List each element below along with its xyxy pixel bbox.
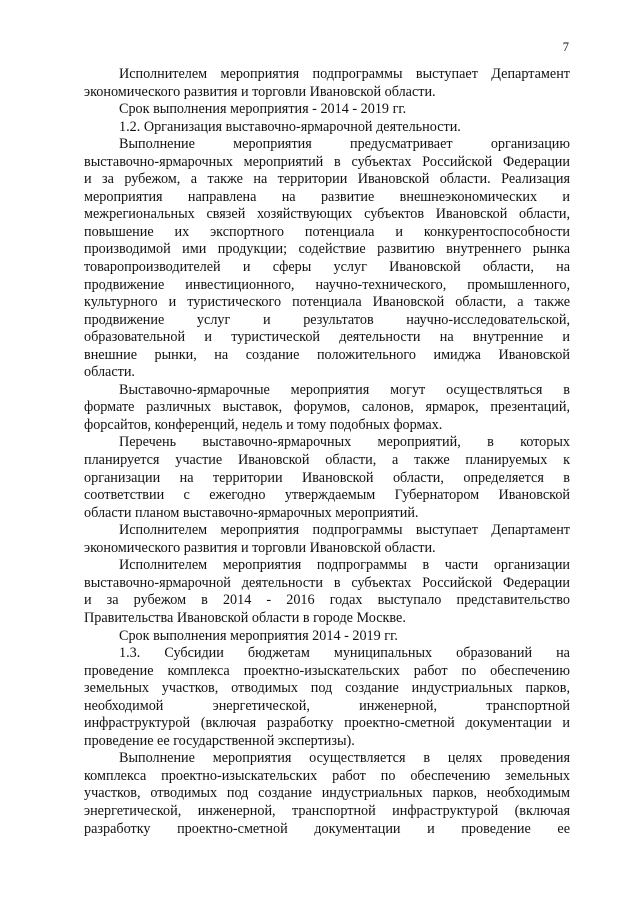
text-line: проведение комплекса проектно-изыскательских работ по обеспечению bbox=[84, 662, 570, 679]
text-line: мероприятия направлена на развитие внешнеэкономических и bbox=[84, 188, 570, 205]
text-line: земельных участков, отводимых под создание индустриальных парков, bbox=[84, 680, 570, 697]
text-line: области. bbox=[84, 364, 135, 381]
text-line: внешние рынки, на создание положительного имиджа Ивановской bbox=[84, 346, 570, 363]
text-line: экономического развития и торговли Ивановской области. bbox=[84, 83, 436, 100]
text-line: проведение ее государственной экспертизы). bbox=[84, 732, 355, 749]
text-line: энергетической, инженерной, транспортной инфраструктурой (включая bbox=[84, 802, 570, 819]
text-line: и за рубежом, а также на территории Ивановской области. Реализация bbox=[84, 171, 570, 188]
text-line: межрегиональных связей хозяйствующих субъектов Ивановской области, bbox=[84, 206, 570, 223]
text-line: и за рубежом в 2014 - 2016 годах выступало представительство bbox=[84, 592, 570, 609]
text-line: экономического развития и торговли Ивановской области. bbox=[84, 539, 436, 556]
text-line: 1.3. Субсидии бюджетам муниципальных образований на bbox=[119, 645, 570, 662]
text-line: Выполнение мероприятия предусматривает организацию bbox=[119, 136, 570, 153]
text-line: Правительства Ивановской области в городе Москве. bbox=[84, 609, 406, 626]
text-line: Исполнителем мероприятия подпрограммы выступает Департамент bbox=[119, 522, 570, 539]
text-line: образовательной и туристической деятельности на внутренние и bbox=[84, 329, 570, 346]
text-line: Исполнителем мероприятия подпрограммы в части организации bbox=[119, 557, 570, 574]
text-line: организации на территории Ивановской области, определяется в bbox=[84, 469, 570, 486]
text-line: Выполнение мероприятия осуществляется в целях проведения bbox=[119, 750, 570, 767]
text-line: формате различных выставок, форумов, салонов, ярмарок, презентаций, bbox=[84, 399, 570, 416]
text-line: инфраструктурой (включая разработку проектно-сметной документации и bbox=[84, 715, 570, 732]
text-line: области планом выставочно-ярмарочных мероприятий. bbox=[84, 504, 419, 521]
text-line: Выставочно-ярмарочные мероприятия могут осуществляться в bbox=[119, 381, 570, 398]
text-line: Срок выполнения мероприятия 2014 - 2019 гг. bbox=[119, 627, 398, 644]
document-body bbox=[84, 66, 570, 838]
text-line: 1.2. Организация выставочно-ярмарочной деятельности. bbox=[119, 118, 461, 135]
text-line: форсайтов, конференций, недель и тому подобных формах. bbox=[84, 416, 443, 433]
text-line: необходимой энергетической, инженерной, транспортной bbox=[84, 697, 570, 714]
text-line: разработку проектно-сметной документации и проведение ее bbox=[84, 820, 570, 837]
text-line: Перечень выставочно-ярмарочных мероприятий, в которых bbox=[119, 434, 570, 451]
text-line: продвижение инвестиционного, научно-технического, промышленного, bbox=[84, 276, 570, 293]
text-line: комплекса проектно-изыскательских работ по обеспечению земельных bbox=[84, 767, 570, 784]
text-line: планируется участие Ивановской области, а также планируемых к bbox=[84, 452, 570, 469]
page-number: 7 bbox=[562, 40, 569, 54]
text-line: Срок выполнения мероприятия - 2014 - 2019 гг. bbox=[119, 101, 407, 118]
text-line: товаропроизводителей и сферы услуг Ивановской области, на bbox=[84, 259, 570, 276]
text-line: участков, отводимых под создание индустриальных парков, необходимым bbox=[84, 785, 570, 802]
text-line: выставочно-ярмарочной деятельности в субъектах Российской Федерации bbox=[84, 574, 570, 591]
text-line: выставочно-ярмарочных мероприятий в субъектах Российской Федерации bbox=[84, 153, 570, 170]
text-line: культурного и туристического потенциала Ивановской области, а также bbox=[84, 294, 570, 311]
text-line: Исполнителем мероприятия подпрограммы выступает Департамент bbox=[119, 66, 570, 82]
text-line: продвижение услуг и результатов научно-исследовательской, bbox=[84, 311, 570, 328]
text-line: соответствии с ежегодно утверждаемым Губернатором Ивановской bbox=[84, 487, 570, 504]
text-line: производимой ими продукции; содействие развитию внутреннего рынка bbox=[84, 241, 570, 258]
text-line: повышение их экспортного потенциала и конкурентоспособности bbox=[84, 223, 570, 240]
